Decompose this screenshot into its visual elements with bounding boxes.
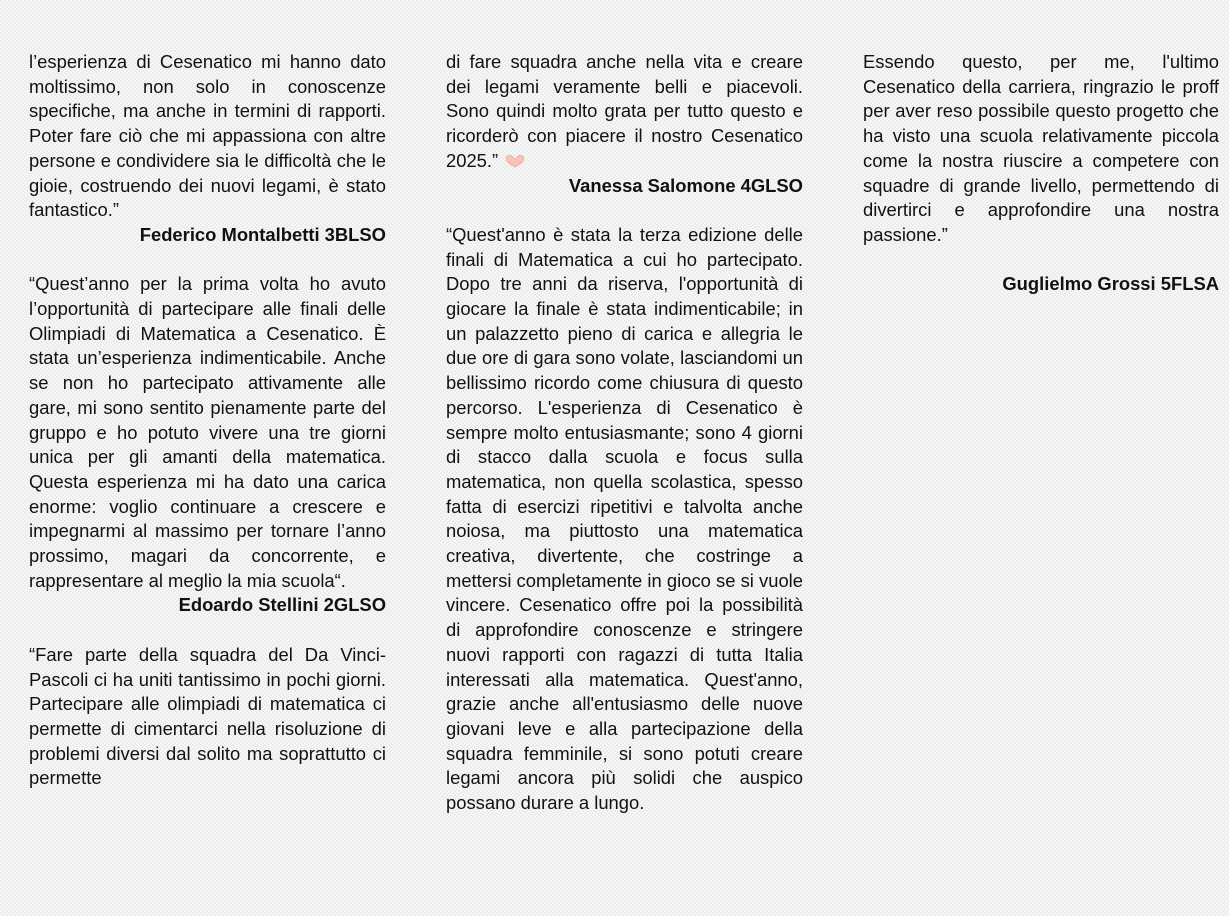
paragraph-spacer [446, 198, 803, 223]
testimonial-paragraph: Essendo questo, per me, l'ultimo Cesenatico della carriera, ringrazio le proff per aver reso possibile questo progetto che ha visto una scuola relativamente piccola come la nostra riuscire a competere con squadre di grande livello, permettendo di divertirci e approfondire una nostra passione.” [863, 51, 1219, 245]
paragraph-spacer [29, 248, 386, 273]
text-column-3 [863, 50, 1219, 297]
testimonial-paragraph: “Fare parte della squadra del Da Vinci-Pascoli ci ha uniti tantissimo in pochi giorni. Partecipare alle olimpiadi di matematica ci permette di cimentarci nella risoluzione di problemi diversi dal solito ma soprattutto ci permette [29, 643, 386, 789]
heart-hands-emoji-icon [504, 150, 526, 164]
text-column-1 [29, 50, 386, 791]
text-column-2 [446, 50, 803, 816]
paragraph-spacer [863, 248, 1219, 273]
testimonial-author: Edoardo Stellini 2GLSO [178, 594, 386, 616]
testimonial-author: Guglielmo Grossi 5FLSA [1002, 273, 1219, 295]
paragraph-spacer [29, 618, 386, 643]
testimonial-paragraph: l’esperienza di Cesenatico mi hanno dato moltissimo, non solo in conoscenze specifiche, ma anche in termini di rapporti. Poter fare ciò che mi appassiona con altre persone e condividere sia le difficoltà che le gioie, costruendo dei nuovi legami, è stato fantastico.” [29, 51, 386, 221]
testimonial-paragraph [446, 50, 803, 174]
testimonial-author: Federico Montalbetti 3BLSO [139, 223, 386, 245]
testimonial-author: Vanessa Salomone 4GLSO [568, 174, 803, 196]
testimonial-paragraph: “Quest'anno è stata la terza edizione delle finali di Matematica a cui ho partecipato. Dopo tre anni da riserva, l'opportunità di giocare la finale è stata indimenticabile; in un palazzetto pieno di carica e allegria le due ore di gara sono volate, lasciandomi un bellissimo ricordo come chiusura di questo percorso. L'esperienza di Cesenatico è sempre molto entusiasmante; sono 4 giorni di stacco dalla scuola e focus sulla matematica, non quella scolastica, spesso fatta di esercizi ripetitivi e talvolta anche noiosa, ma piuttosto una matematica creativa, divertente, che costringe a mettersi completamente in gioco se si vuole vincere. Cesenatico offre poi la possibilità di approfondire conoscenze e stringere nuovi rapporti con ragazzi di tutta Italia interessati alla matematica. Quest'anno, grazie anche all'entusiasmo delle nuove giovani leve e alla partecipazione della squadra femminile, si sono potuti creare legami ancora più solidi che auspico possano durare a lungo. [446, 223, 803, 814]
testimonial-text: di fare squadra anche nella vita e creare dei legami veramente belli e piacevoli. Sono quindi molto grata per tutto questo e ricorderò con piacere il nostro Cesenatico 2025.” [446, 51, 803, 171]
testimonial-paragraph: “Quest’anno per la prima volta ho avuto l’opportunità di partecipare alle finali delle Olimpiadi di Matematica a Cesenatico. È stata un’esperienza indimenticabile. Anche se non ho partecipato attivamente alle gare, mi sono sentito pienamente parte del gruppo e ho potuto vivere una tre giorni unica per gli amanti della matematica. Questa esperienza mi ha dato una carica enorme: voglio continuare a crescere e impegnarmi al massimo per tornare l’anno prossimo, magari da concorrente, e rappresentare al meglio la mia scuola“. [29, 273, 386, 591]
